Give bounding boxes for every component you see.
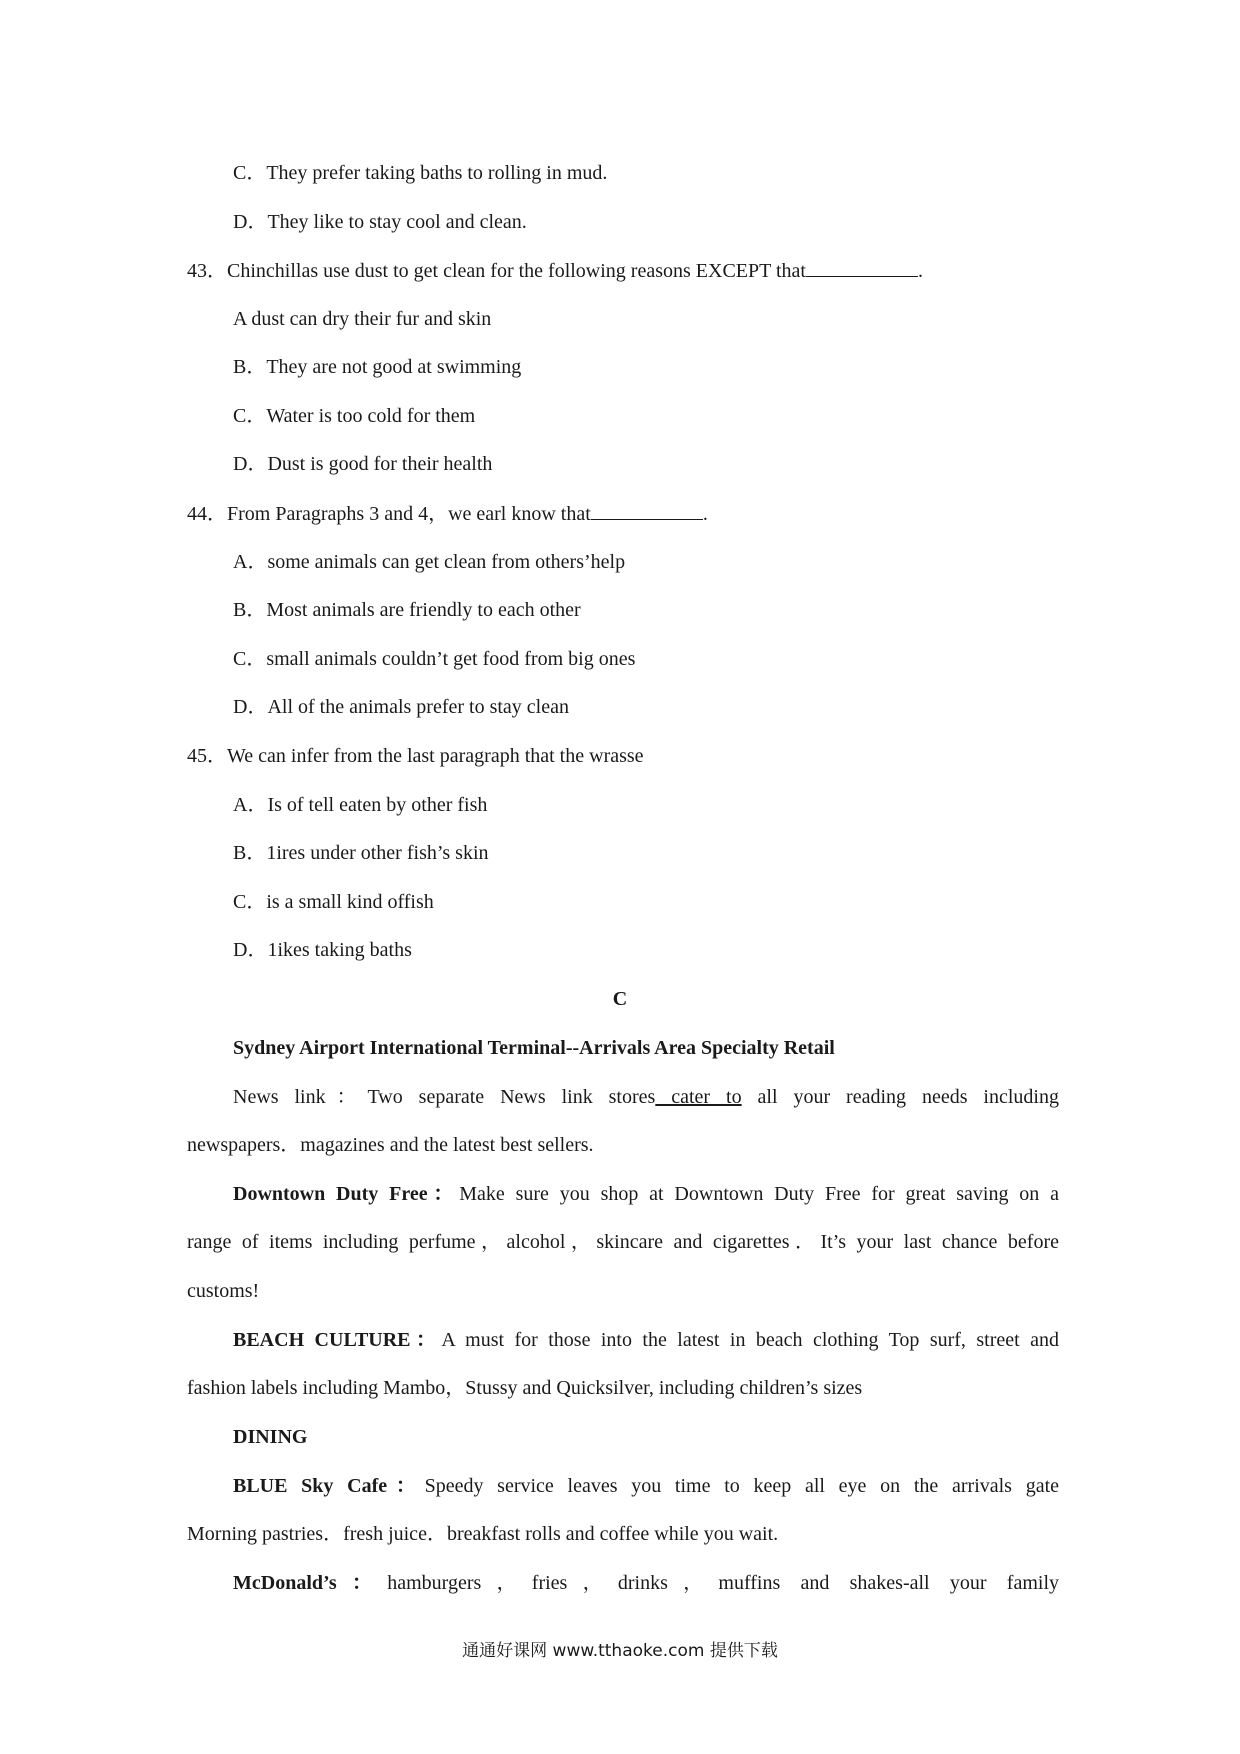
bluesky-label: BLUE Sky Cafe： bbox=[233, 1475, 425, 1497]
q44-stem-text: 44．From Paragraphs 3 and 4，we earl know that bbox=[187, 503, 591, 525]
q44-option-a: A．some animals can get clean from others’help bbox=[233, 551, 626, 573]
q45-option-b: B．1ires under other fish’s skin bbox=[233, 842, 489, 864]
q43-stem-text: 43．Chinchillas use dust to get clean for the following reasons EXCEPT that bbox=[187, 260, 806, 282]
downtown-line-2 bbox=[187, 1230, 1059, 1254]
beach-line-2: fashion labels including Mambo，Stussy and Quicksilver, including children’s sizes bbox=[187, 1377, 863, 1399]
newslink-text-b: all your reading needs including bbox=[741, 1086, 1059, 1108]
q44-stem-end: . bbox=[702, 503, 708, 525]
q42-option-c: C．They prefer taking baths to rolling in mud. bbox=[233, 162, 608, 184]
downtown-line-1 bbox=[233, 1182, 1059, 1206]
section-title: Sydney Airport International Terminal--Arrivals Area Specialty Retail bbox=[233, 1037, 835, 1059]
q43-answer-blank bbox=[806, 258, 918, 277]
bluesky-text-1: Speedy service leaves you time to keep all eye on the arrivals gate bbox=[424, 1475, 1059, 1497]
dining-heading: DINING bbox=[233, 1426, 308, 1448]
beach-label: BEACH CULTURE： bbox=[233, 1329, 442, 1351]
q44-option-c: C．small animals couldn’t get food from big ones bbox=[233, 648, 636, 670]
q45-option-d: D．1ikes taking baths bbox=[233, 939, 412, 961]
q45-option-c: C．is a small kind offish bbox=[233, 891, 434, 913]
mcdonalds-text-1: hamburgers，fries，drinks，muffins and shakes-all your family bbox=[387, 1572, 1059, 1594]
q43-stem-end: . bbox=[917, 260, 923, 282]
q44-answer-blank bbox=[591, 501, 703, 520]
newslink-line-2: newspapers．magazines and the latest best sellers. bbox=[187, 1134, 594, 1156]
q44-option-b: B．Most animals are friendly to each other bbox=[233, 599, 581, 621]
beach-line-1 bbox=[233, 1328, 1059, 1352]
page-footer: 通通好课网 www.tthaoke.com 提供下载 bbox=[462, 1641, 778, 1661]
bluesky-line-2: Morning pastries．fresh juice．breakfast rolls and coffee while you wait. bbox=[187, 1523, 779, 1545]
q45-stem: 45．We can infer from the last paragraph that the wrasse bbox=[187, 745, 644, 767]
section-letter: C bbox=[612, 988, 628, 1010]
newslink-line-1 bbox=[233, 1085, 1059, 1109]
downtown-label: Downtown Duty Free： bbox=[233, 1183, 460, 1205]
newslink-text-a: News link：Two separate News link stores bbox=[233, 1086, 656, 1108]
q43-option-c: C．Water is too cold for them bbox=[233, 405, 476, 427]
downtown-text-2: range of items including perfume，alcohol，skincare and cigarettes．It’s your last chance before bbox=[187, 1231, 1059, 1253]
mcdonalds-line-1 bbox=[233, 1571, 1059, 1595]
downtown-text-1: Make sure you shop at Downtown Duty Free for great saving on a bbox=[459, 1183, 1059, 1205]
q43-option-b: B．They are not good at swimming bbox=[233, 356, 522, 378]
mcdonalds-label: McDonald’s： bbox=[233, 1572, 388, 1594]
bluesky-line-1 bbox=[233, 1474, 1059, 1498]
q42-option-d: D．They like to stay cool and clean. bbox=[233, 211, 527, 233]
q44-stem bbox=[187, 501, 708, 526]
downtown-line-3: customs! bbox=[187, 1280, 260, 1302]
q43-option-d: D．Dust is good for their health bbox=[233, 453, 493, 475]
q45-option-a: A．Is of tell eaten by other fish bbox=[233, 794, 488, 816]
q43-option-a: A dust can dry their fur and skin bbox=[233, 308, 492, 330]
newslink-cater-to: cater to bbox=[655, 1086, 742, 1108]
q44-option-d: D．All of the animals prefer to stay clean bbox=[233, 696, 569, 718]
q43-stem bbox=[187, 258, 923, 283]
beach-text-1: A must for those into the latest in beach clothing Top surf, street and bbox=[441, 1329, 1059, 1351]
